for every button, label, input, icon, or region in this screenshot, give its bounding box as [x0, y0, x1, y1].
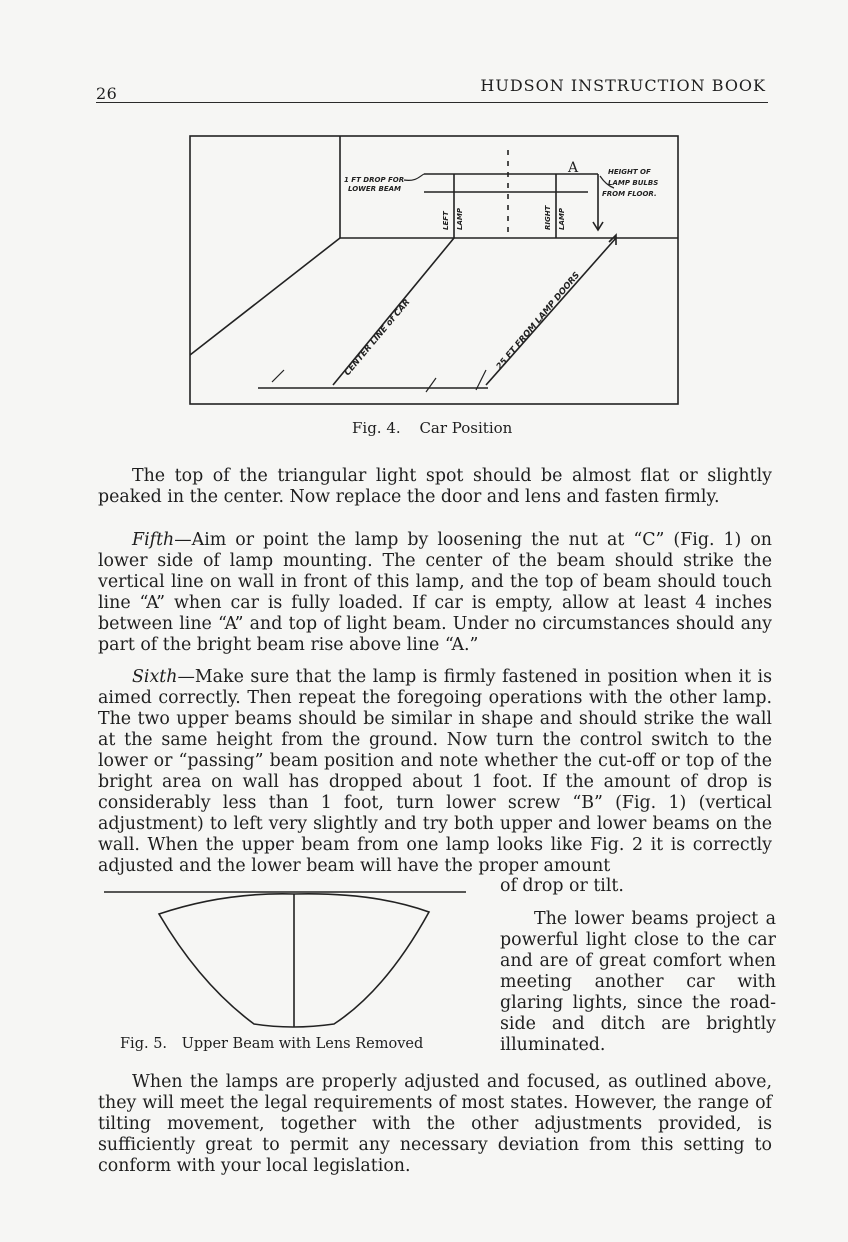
header-rule — [96, 102, 768, 103]
figure-5-title: Upper Beam with Lens Removed — [181, 1036, 424, 1052]
fig4-frame — [190, 136, 678, 404]
paragraph-triangular-spot: The top of the triangular light spot should be almost flat or slightly peaked in the center. Now replace the door and lens and fasten firmly. — [98, 466, 772, 507]
figure-upper-beam — [104, 884, 466, 1032]
fig4-side-line — [190, 238, 340, 355]
paragraph-lower-beams: The lower beams project a powerful light close to the car and are of great comfort when meeting another car with glaring lights, since the road-side and ditch are brightly illuminated. — [500, 909, 776, 1055]
page-header — [96, 76, 768, 106]
paragraph-legal-requirements: When the lamps are properly adjusted and focused, as outlined above, they will meet the legal requirements of most states. However, the range of tilting movement, together with the other adjustments provided, is sufficiently great to permit any necessary deviation from this setting to conform with your local legislation. — [98, 1072, 772, 1176]
fig4-label-a: A — [568, 160, 579, 176]
paragraph-sixth-end: of drop or tilt. — [500, 876, 624, 896]
fig4-label-left2: LAMP — [456, 208, 464, 230]
figure-5-number: Fig. 5. — [120, 1036, 168, 1052]
fig4-label-height: HEIGHT OF — [608, 168, 651, 176]
paragraph-sixth — [98, 667, 772, 877]
page-number: 26 — [96, 84, 118, 103]
fig4-label-left: LEFT — [442, 211, 450, 230]
running-title: HUDSON INSTRUCTION BOOK — [480, 76, 766, 95]
paragraph-fifth-lead: Fifth — [132, 530, 175, 550]
fig4-label-drop: 1 FT DROP FOR — [344, 176, 405, 184]
figure-4-title: Car Position — [419, 419, 513, 437]
fig4-label-right: RIGHT — [544, 205, 552, 230]
paragraph-fifth-text: —Aim or point the lamp by loosening the nut at “C” (Fig. 1) on lower side of lamp mounting. The center of the beam should strike the vertical line on wall in front of this lamp, and the top of beam should touch line “A” when car is fully loaded. If car is empty, allow at least 4 inches between line “A” and top of light beam. Under no circumstances should any part of the bright beam rise above line “A.” — [98, 530, 772, 655]
figure-car-position — [188, 130, 680, 406]
fig4-label-center: CENTER LINE of CAR — [342, 297, 413, 378]
figure-5-caption — [120, 1036, 423, 1052]
fig4-label-drop2: LOWER BEAM — [348, 185, 401, 193]
paragraph-sixth-text: —Make sure that the lamp is firmly fastened in position when it is aimed correctly. Then repeat the foregoing operations with the other lamp. The two upper beams should be similar in shape and should strike the wall at the same height from the ground. Now turn the control switch to the lower or “passing” beam position and note whether the cut-off or top of the bright area on wall has dropped about 1 foot. If the amount of drop is considerably less than 1 foot, turn lower screw “B” (Fig. 1) (vertical adjustment) to left very slightly and try both upper and lower beams on the wall. When the upper beam from one lamp looks like Fig. 2 it is correctly adjusted and the lower beam will have the proper amount — [98, 667, 772, 876]
fig4-label-height3: FROM FLOOR. — [602, 190, 657, 198]
paragraph-sixth-lead: Sixth — [132, 667, 178, 687]
figure-4-caption — [352, 419, 512, 437]
fig4-label-height2: LAMP BULBS — [608, 179, 659, 187]
fig4-label-right2: LAMP — [558, 208, 566, 230]
fig4-label-distance: 25 FT FROM LAMP DOORS — [494, 270, 583, 372]
figure-4-number: Fig. 4. — [352, 419, 401, 437]
paragraph-fifth — [98, 530, 772, 656]
